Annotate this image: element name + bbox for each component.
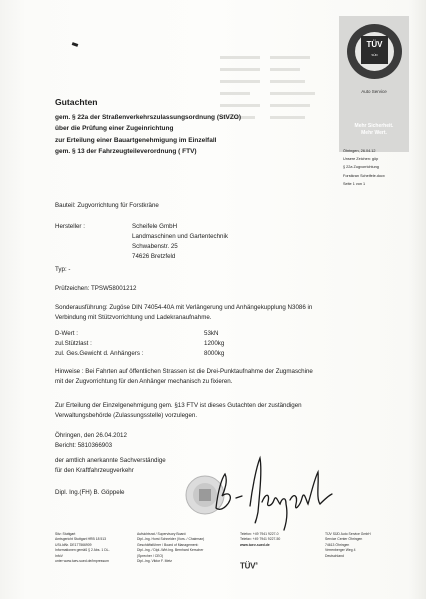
value-label-stuetzlast: zul.Stützlast : xyxy=(55,340,92,347)
report-date: Öhringen, den 26.04.2012 xyxy=(55,432,127,439)
footer-board-info: Aufsichtsrat / Supervisory Board: Dipl.-Ing. Horst Schneider (Vors. / Chairman) Geschäftsführer / Board of Management: Dipl.-Ing. / Dipl.-Wirt.Ing. Bernhard Kerscher (Sprecher / CEO) Dipl.-Ing. Viktor F. Metz xyxy=(137,532,205,564)
footer-address: TÜV SÜD Auto Service GmbH Service Center Öhringen 74613 Öhringen Verrenberger Weg 4 Deutschland xyxy=(325,532,371,558)
typ: Typ: - xyxy=(55,266,71,273)
value-label-gesgewicht: zul. Ges.Gewicht d. Anhängers : xyxy=(55,350,144,357)
meta-filename: Forstkran Scheifele.docx xyxy=(343,173,385,178)
handwritten-signature-icon xyxy=(216,458,332,530)
footer-company-info: Sitz: Stuttgart Amtsgericht Stuttgart HRB 18 513 USt-IdNr. DE177566909 Informationen gemäß § 2 Abs. 1 DL- InfoV unter www.tuev-sued.de/impressum xyxy=(55,532,110,564)
hersteller-label: Hersteller : xyxy=(55,223,85,230)
erteilung-note: Zur Erteilung der Einzelgenehmigung gem. §13 FTV ist dieses Gutachten der zuständigen Verwaltungsbehörde (Zulassungsstelle) vorzulegen. xyxy=(55,402,302,419)
pruefzeichen: Prüfzeichen: TPSW58001212 xyxy=(55,285,137,292)
expert-block: der amtlich anerkannte Sachverständige für den Kraftfahrzeugverkehr xyxy=(55,457,166,474)
punch-mark-arrow xyxy=(72,42,79,47)
tuv-badge-sub: SÜD xyxy=(371,53,378,57)
document-meta xyxy=(343,147,423,188)
auto-service-label: Auto Service xyxy=(361,89,387,94)
bauteil: Bauteil: Zugvorrichtung für Forstkräne xyxy=(55,202,159,209)
value-dwert: 53kN xyxy=(204,330,219,337)
document-subtitle: gem. § 22a der Straßenverkehrszulassungsordnung (StVZO) über die Prüfung einer Zugeinrichtung zur Erteilung einer Bauartgenehmigung im Einzelfall gem. § 13 der Fahrzeugteileverordnung ( FTV) xyxy=(55,114,242,156)
signature-stamp xyxy=(178,450,353,540)
signer-name: Dipl. Ing.(FH) B. Göppele xyxy=(55,489,125,496)
meta-reference: Unsere Zeichen: göp xyxy=(343,157,379,162)
meta-paragraph: § 22a Zugvorrichtung xyxy=(343,165,379,170)
slogan: Mehr Sicherheit. Mehr Wert. xyxy=(354,123,394,136)
tuv-badge-text: TÜV xyxy=(366,40,383,49)
report-date-block xyxy=(55,431,127,451)
hinweise: Hinweise : Bei Fahrten auf öffentlichen Strassen ist die Drei-Punktaufnahme der Zugmaschine mit der Zugvorrichtung für den Anhänger mechanisch zu fixieren. xyxy=(55,368,313,385)
hersteller-address: Scheifele GmbH Landmaschinen und Gartentechnik Schwabenstr. 25 74626 Bretzfeld xyxy=(132,223,228,260)
sonderausfuehrung: Sonderausführung: Zugöse DIN 74054-40A mit Verlängerung und Anhängekupplung N3086 in Verbindung mit Stützvorrichtung und Ladekranaufnahme. xyxy=(55,304,313,321)
footer-website-link[interactable]: www.tuev-sued.de xyxy=(240,542,270,547)
tuv-badge-icon xyxy=(347,24,402,79)
footer-tuv-logo: TÜV® xyxy=(240,561,258,571)
value-gesgewicht: 8000kg xyxy=(204,350,225,357)
report-number: Bericht: 5810366903 xyxy=(55,442,113,449)
footer-contact-info: Telefon: +49 7941 9227-0 Telefax: +49 7941 9227-50 www.tuev-sued.de xyxy=(240,532,281,547)
meta-page: Seite 1 von 1 xyxy=(343,181,366,186)
document-title: Gutachten xyxy=(55,97,98,107)
value-label-dwert: D-Wert : xyxy=(55,330,78,337)
value-stuetzlast: 1200kg xyxy=(204,340,225,347)
meta-date: Öhringen, 26.04.12 xyxy=(343,149,376,153)
